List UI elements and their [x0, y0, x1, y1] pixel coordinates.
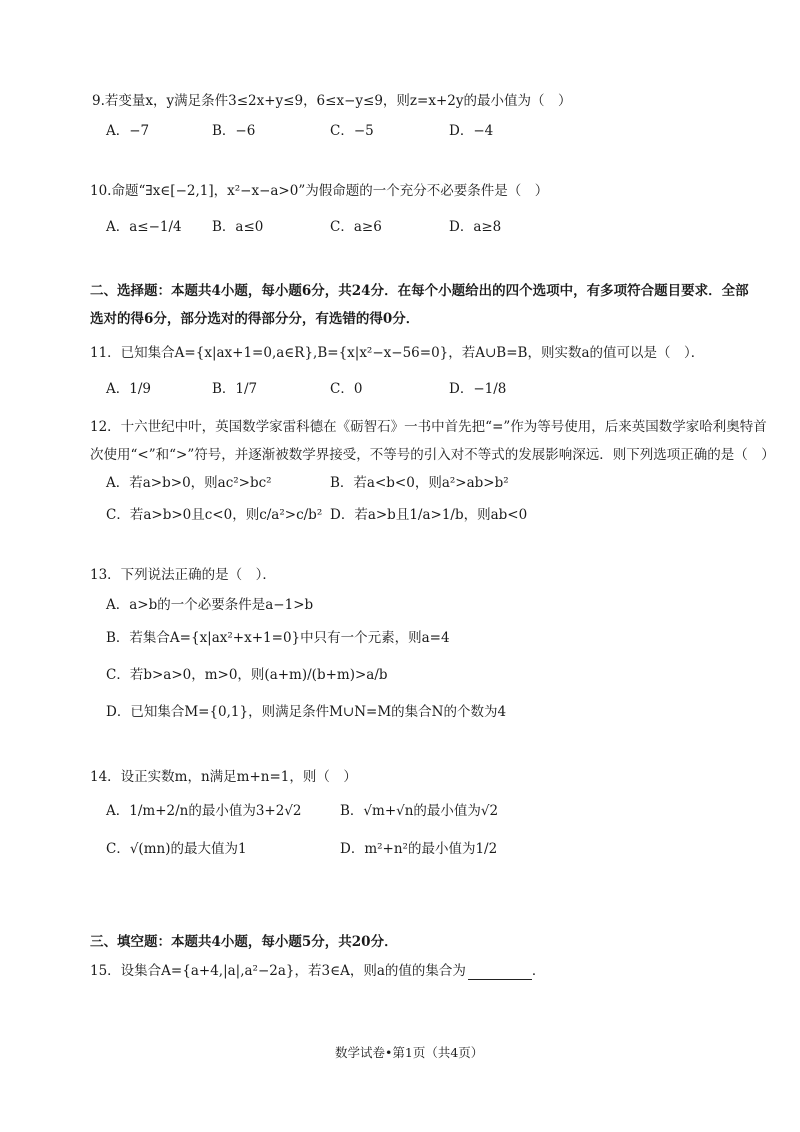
q10-option-b: B．a≤0: [212, 219, 264, 235]
q12-option-a: A．若a>b>0，则ac²>bc²: [106, 475, 272, 491]
q15-stem: [90, 959, 545, 980]
q11-option-d: D．−1/8: [449, 381, 507, 397]
q11-option-b: B．1/7: [212, 381, 258, 397]
q15-stem-end: ．: [531, 963, 546, 979]
section3-heading: 三、填空题：本题共4小题，每小题5分，共20分．: [90, 934, 398, 950]
q13-option-b: B．若集合A={x|ax²+x+1=0}中只有一个元素，则a=4: [106, 630, 450, 646]
q13-option-c: C．若b>a>0，m>0，则(a+m)/(b+m)>a/b: [106, 667, 388, 683]
q15-answer-blank[interactable]: [468, 963, 532, 980]
q11-option-c: C．0: [330, 381, 363, 397]
q14-option-c: C．√(mn)的最大值为1: [106, 841, 247, 857]
page-footer: 数学试卷•第1页（共4页）: [335, 1045, 484, 1060]
q9-option-b: B．−6: [212, 123, 256, 139]
q12-stem-line2: 次使用“<”和“>”符号，并逐渐被数学界接受，不等号的引入对不等式的发展影响深远．则下列选项正确的是（ ）: [90, 447, 775, 463]
q11-option-a: A．1/9: [106, 381, 151, 397]
q9-option-a: A．−7: [106, 123, 150, 139]
q10-option-a: A．a≤−1/4: [106, 219, 182, 235]
q11-stem: 11．已知集合A={x|ax+1=0,a∈R},B={x|x²−x−56=0}，若A∪B=B，则实数a的值可以是（ ）．: [90, 345, 705, 361]
q14-option-b: B．√m+√n的最小值为√2: [340, 803, 499, 819]
q12-option-c: C．若a>b>0且c<0，则c/a²>c/b²: [106, 507, 323, 523]
q10-stem: 10.命题“∃x∈[−2,1]，x²−x−a>0”为假命题的一个充分不必要条件是（ ）: [90, 183, 549, 199]
q9-option-c: C．−5: [330, 123, 374, 139]
q13-option-a: A．a>b的一个必要条件是a−1>b: [106, 597, 314, 613]
q10-option-d: D．a≥8: [449, 219, 502, 235]
section2-heading-line2: 选对的得6分，部分选对的得部分分，有选错的得0分．: [90, 311, 420, 327]
q14-option-d: D．m²+n²的最小值为1/2: [340, 841, 498, 857]
q13-option-d: D．已知集合M={0,1}，则满足条件M∪N=M的集合N的个数为4: [106, 704, 507, 720]
q12-stem-line1: 12．十六世纪中叶，英国数学家雷科德在《砺智石》一书中首先把“=”作为等号使用，后来英国数学家哈利奥特首: [90, 419, 767, 435]
q10-option-c: C．a≥6: [330, 219, 382, 235]
q15-stem-text: 15．设集合A={a+4,|a|,a²−2a}，若3∈A，则a的值的集合为: [90, 963, 466, 979]
q12-option-b: B．若a<b<0，则a²>ab>b²: [330, 475, 509, 491]
q14-stem: 14．设正实数m，n满足m+n=1，则（ ）: [90, 769, 357, 785]
q9-option-d: D．−4: [449, 123, 494, 139]
q9-stem: 9.若变量x，y满足条件3≤2x+y≤9，6≤x−y≤9，则z=x+2y的最小值为（ ）: [92, 93, 572, 109]
q14-option-a: A．1/m+2/n的最小值为3+2√2: [106, 803, 302, 819]
q12-option-d: D．若a>b且1/a>1/b，则ab<0: [330, 507, 528, 523]
section2-heading-line1: 二、选择题：本题共4小题，每小题6分，共24分．在每个小题给出的四个选项中，有多项符合题目要求．全部: [90, 283, 749, 299]
q13-stem: 13．下列说法正确的是（ ）．: [90, 567, 276, 583]
